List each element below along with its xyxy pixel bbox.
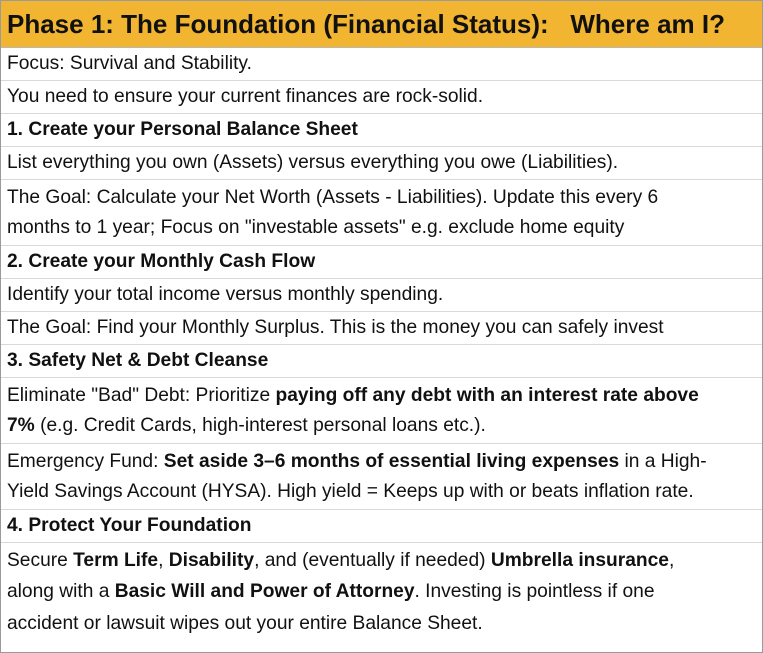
need-line (1, 81, 762, 114)
step3-debt-block (1, 378, 762, 444)
fund-bold: Set aside 3–6 months of essential living expenses (163, 450, 620, 472)
step4-p1: Secure (7, 550, 74, 572)
term-life: Term Life (73, 550, 159, 572)
step3-heading-text: 3. Safety Net & Debt Cleanse (7, 350, 269, 372)
step1-heading (1, 114, 762, 147)
step4-p2: , (158, 550, 169, 572)
debt-bold: paying off any debt with an interest rate above (275, 384, 699, 406)
step4-line3: accident or lawsuit wipes out your entire Balance Sheet. (7, 612, 483, 634)
focus-text: Focus: Survival and Stability. (7, 53, 252, 75)
step3-debt-line1 (7, 386, 699, 405)
step1-list-line (1, 147, 762, 180)
step1-goal-line2: months to 1 year; Focus on "investable assets" e.g. exclude home equity (7, 217, 625, 239)
step4-heading-text: 4. Protect Your Foundation (7, 515, 252, 537)
disability: Disability (168, 550, 255, 572)
step2-heading-text: 2. Create your Monthly Cash Flow (7, 251, 316, 273)
step4-p6: . Investing is pointless if one (414, 581, 655, 603)
step4-p3: , and (eventually if needed) (254, 550, 491, 572)
debt-suffix: (e.g. Credit Cards, high-interest personal loans etc.). (34, 415, 486, 437)
debt-bold-rate: 7% (7, 415, 35, 437)
step3-debt-line2 (7, 416, 486, 435)
step3-heading (1, 345, 762, 378)
step1-list-text: List everything you own (Assets) versus everything you owe (Liabilities). (7, 152, 619, 174)
step3-fund-line1 (7, 452, 707, 471)
step4-heading (1, 510, 762, 543)
will-poa: Basic Will and Power of Attorney (114, 581, 415, 603)
step1-goal-block (1, 180, 762, 246)
step2-goal-text: The Goal: Find your Monthly Surplus. This is the money you can safely invest (7, 317, 664, 339)
step2-identify-text: Identify your total income versus monthly spending. (7, 284, 444, 306)
fund-prefix: Emergency Fund: (7, 450, 164, 472)
step2-identify-line (1, 279, 762, 312)
step4-line2 (7, 582, 655, 601)
debt-prefix: Eliminate "Bad" Debt: Prioritize (7, 384, 276, 406)
step1-heading-text: 1. Create your Personal Balance Sheet (7, 119, 358, 141)
step1-goal-line1: The Goal: Calculate your Net Worth (Assets - Liabilities). Update this every 6 (7, 186, 659, 208)
fund-mid: in a High- (619, 450, 707, 472)
umbrella-insurance: Umbrella insurance (490, 550, 669, 572)
step4-p4: , (668, 550, 675, 572)
focus-line (1, 48, 762, 81)
step2-heading (1, 246, 762, 279)
step3-fund-line2: Yield Savings Account (HYSA). High yield = Keeps up with or beats inflation rate. (7, 481, 694, 503)
phase-title: Phase 1: The Foundation (Financial Status): Where am I? (1, 1, 762, 48)
step2-goal-line (1, 312, 762, 345)
step4-block (1, 543, 762, 643)
step4-p5: along with a (7, 581, 115, 603)
need-text: You need to ensure your current finances are rock-solid. (7, 86, 484, 108)
step4-line1 (7, 551, 674, 570)
step3-fund-block (1, 444, 762, 510)
